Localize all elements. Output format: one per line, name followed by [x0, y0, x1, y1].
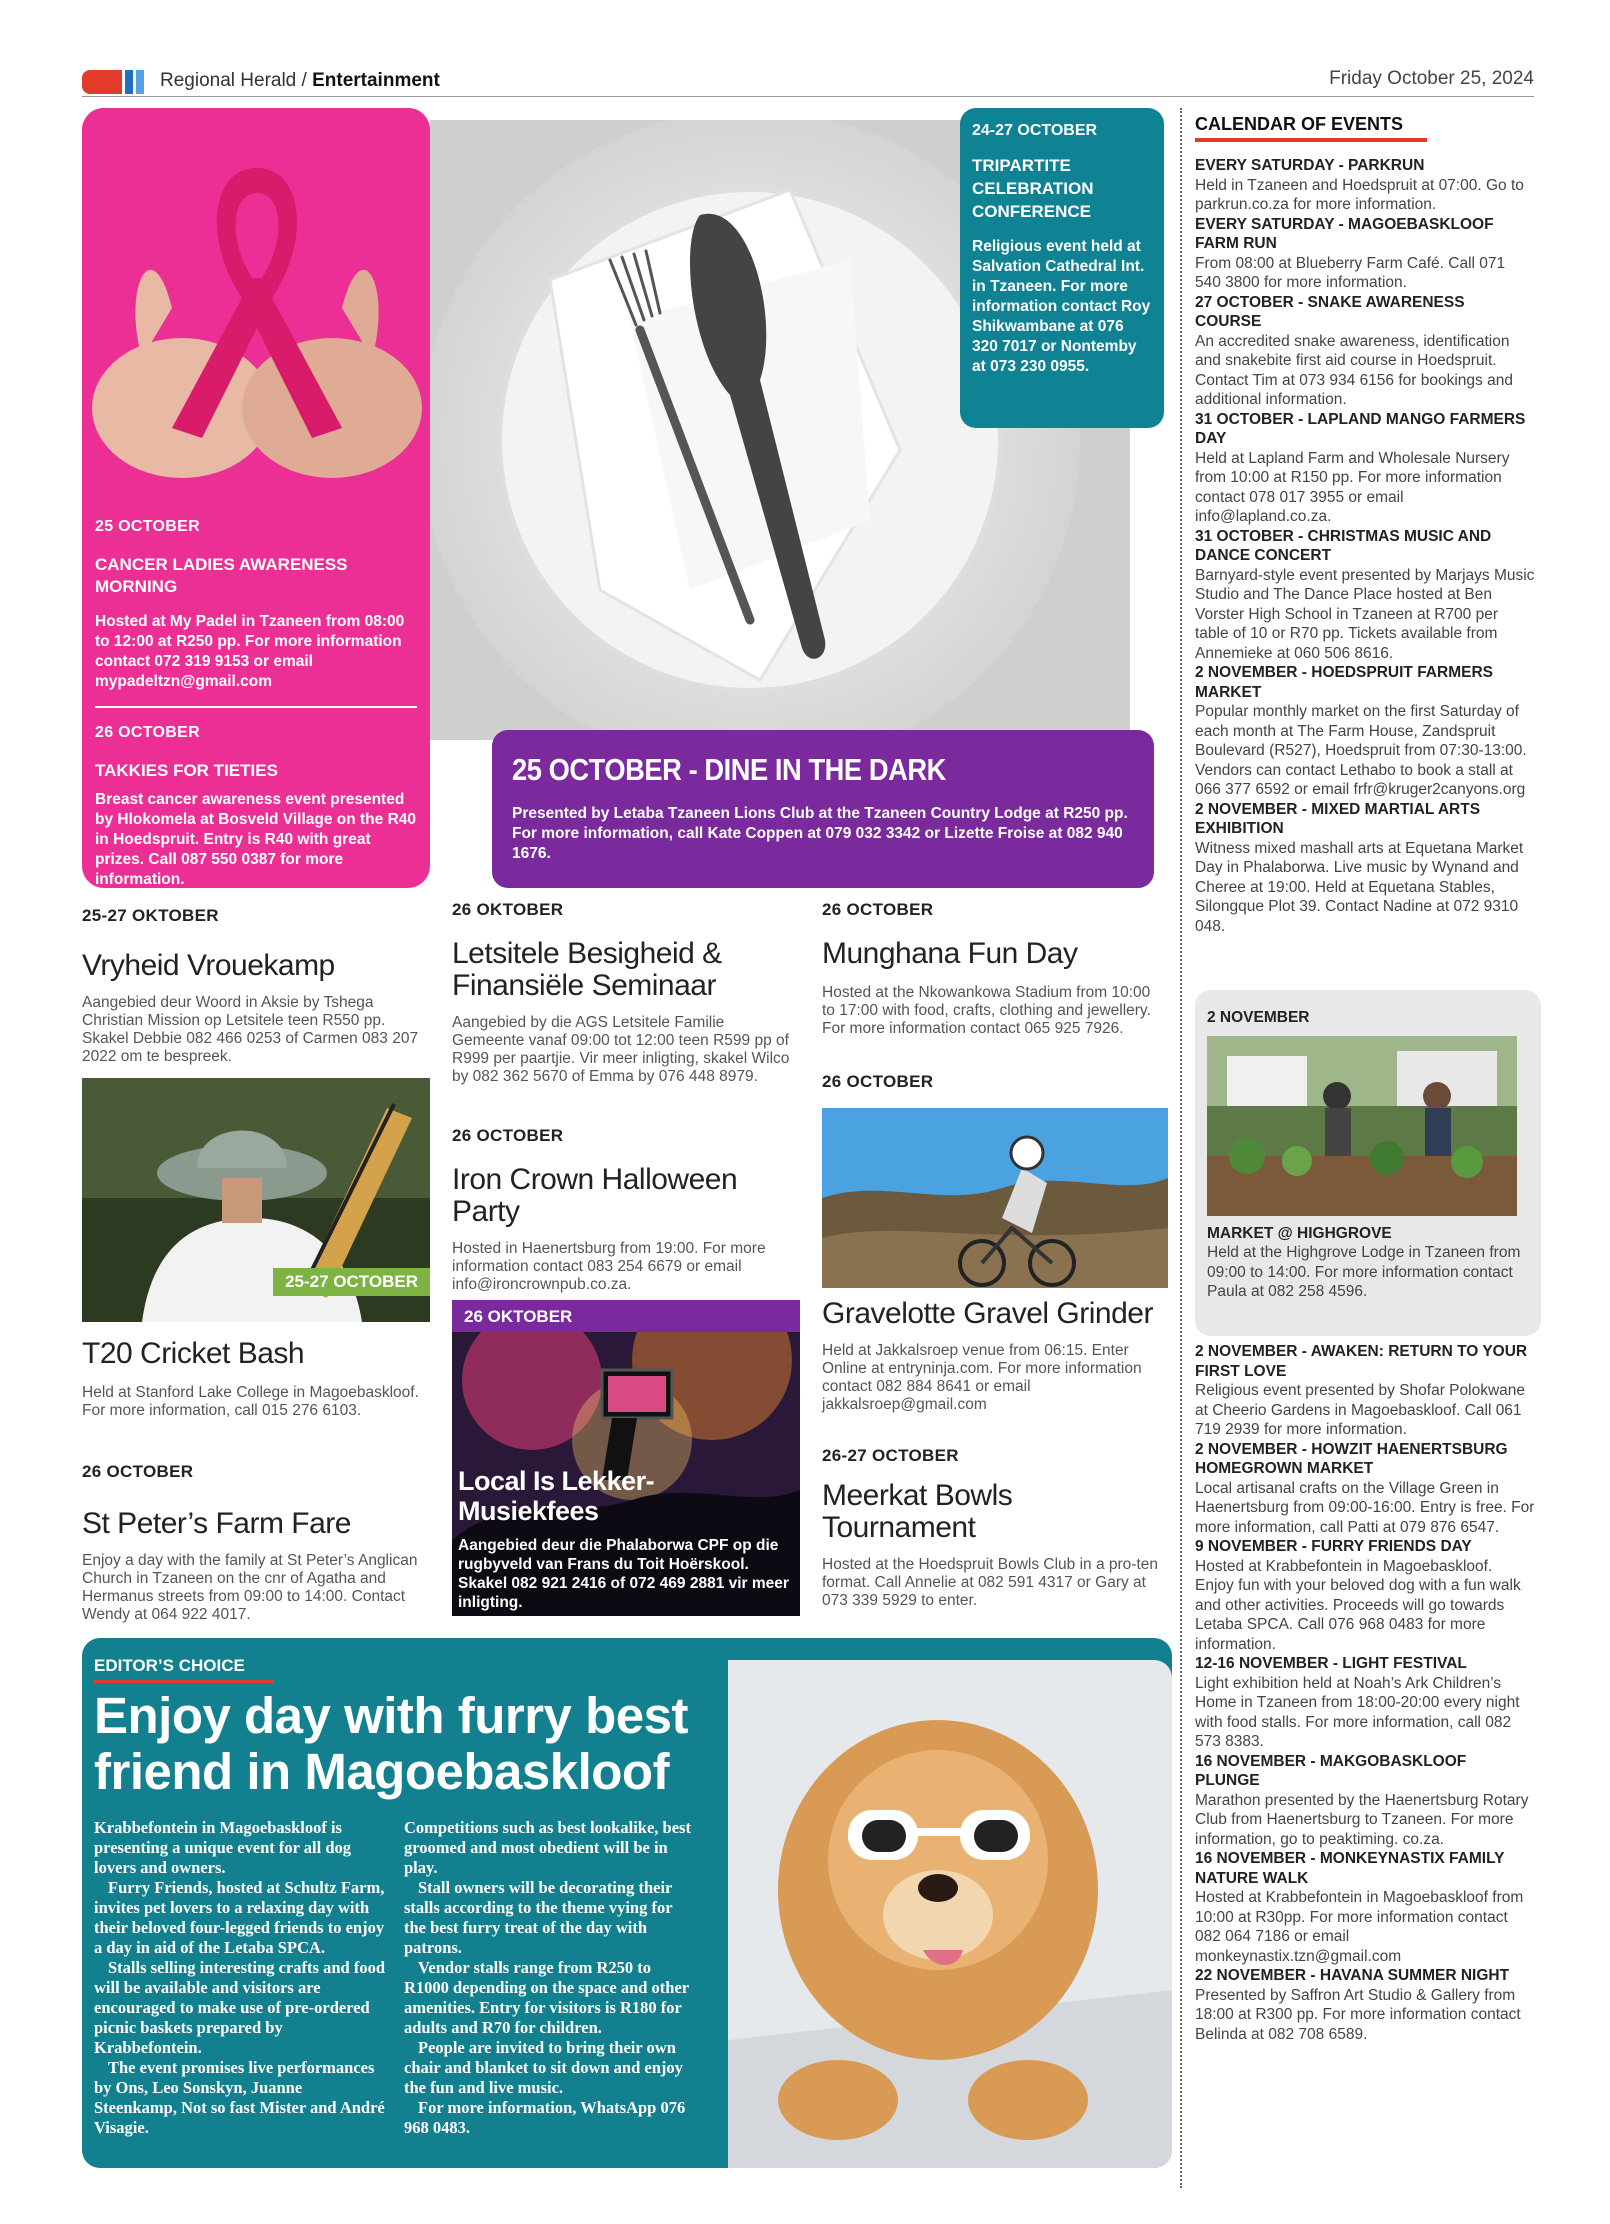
calendar-item-body: Held in Tzaneen and Hoedspruit at 07:00. Go to parkrun.co.za for more information. — [1195, 176, 1524, 213]
calendar-item-title: EVERY SATURDAY - PARKRUN — [1195, 157, 1425, 174]
calendar-item-title: 31 OCTOBER - CHRISTMAS MUSIC AND DANCE CONCERT — [1195, 527, 1492, 564]
section-name: Entertainment — [312, 70, 440, 91]
calendar-item-body: Barnyard-style event presented by Marjays Music Studio and The Dance Place hosted at Ben Vorster High School in Tzaneen at R700 per table of 10 or R70 pp. Tickets available from Annemieke at 060 506 8616. — [1195, 566, 1535, 662]
pink-divider — [95, 706, 417, 708]
pink-events-box — [82, 108, 430, 888]
column-divider — [1180, 108, 1182, 2188]
purple-event-body: Presented by Letaba Tzaneen Lions Club at the Tzaneen Country Lodge at R250 pp. For more information, call Kate Coppen at 079 032 3342 or Lizette Froise at 082 940 1676. — [512, 805, 1128, 862]
event-title: Vryheid Vrouekamp — [82, 949, 335, 982]
calendar-heading-rule — [1195, 138, 1427, 142]
calendar-item-title: 22 NOVEMBER - HAVANA SUMMER NIGHT — [1195, 1967, 1510, 1984]
calendar-item — [1195, 293, 1535, 410]
calendar-list-bottom — [1195, 1342, 1535, 2044]
editors-choice-rule — [94, 1680, 274, 1683]
event-title-line1: Letsitele Besigheid & — [452, 937, 722, 970]
event-cricket — [82, 1338, 427, 1420]
teal-event-body: Religious event held at Salvation Cathedral Int. in Tzaneen. For more information contact Roy Shikwambane at 076 320 7017 or Nontemby at 073 230 0955. — [972, 238, 1151, 375]
market-body: Held at the Highgrove Lodge in Tzaneen from 09:00 to 14:00. For more information contact Paula at 082 258 4596. — [1207, 1244, 1521, 1300]
calendar-item — [1195, 1966, 1535, 2044]
calendar-item-body: Religious event presented by Shofar Polokwane at Cheerio Gardens in Magoebaskloof. Call 061 719 2939 for more information. — [1195, 1382, 1526, 1438]
article-column-1 — [94, 1818, 388, 2138]
article-paragraph: Competitions such as best lookalike, best groomed and most obedient will be in play. — [404, 1818, 691, 1877]
event-body: Hosted at the Nkowankowa Stadium from 10:00 to 17:00 with food, crafts, clothing and jewellery. For more information contact 065 925 7926. — [822, 984, 1151, 1037]
event-title-line1: Iron Crown Halloween — [452, 1163, 738, 1196]
calendar-item-title: 12-16 NOVEMBER - LIGHT FESTIVAL — [1195, 1655, 1467, 1672]
article-paragraph: Krabbefontein in Magoebaskloof is presenting a unique event for all dog lovers and owners. — [94, 1818, 351, 1877]
market-title: MARKET @ HIGHGROVE — [1207, 1224, 1392, 1242]
event-title-line2: Party — [452, 1195, 520, 1228]
calendar-item — [1195, 1849, 1535, 1966]
teal-event-date: 24-27 OCTOBER — [972, 122, 1098, 139]
article-paragraph: For more information, WhatsApp 076 968 0483. — [404, 2098, 686, 2137]
event-body: Aangebied deur Woord in Aksie by Tshega Christian Mission op Letsitele teen R550 pp. Skakel Debbie 082 466 0253 of Carmen 083 207 2022 om te bespreek. — [82, 994, 419, 1065]
editors-choice-headline: Enjoy day with furry best friend in Magoebaskloof — [94, 1687, 688, 1800]
calendar-item-body: Presented by Saffron Art Studio & Gallery from 18:00 at R300 pp. For more information contact Belinda at 082 708 6589. — [1195, 1986, 1521, 2043]
event-title-line2: Musiekfees — [458, 1496, 599, 1526]
event-seminaar — [452, 900, 792, 1086]
article-paragraph: Stall owners will be decorating their stalls according to the theme vying for the best furry treat of the day with patrons. — [404, 1878, 673, 1957]
calendar-item-body: Marathon presented by the Haenertsburg Rotary Club from Haenertsburg to Tzaneen. For more information, go to peaktiming. co.za. — [1195, 1791, 1529, 1848]
ribbon-photo — [82, 108, 430, 508]
issue-date: Friday October 25, 2024 — [1329, 68, 1534, 89]
calendar-item — [1195, 1654, 1535, 1752]
event-halloween — [452, 1126, 792, 1294]
event-date: 26 OCTOBER — [822, 900, 934, 919]
calendar-item — [1195, 410, 1535, 527]
editors-choice-tag: EDITOR’S CHOICE — [94, 1656, 245, 1675]
calendar-item-title: 16 NOVEMBER - MAKGOBASKLOOF PLUNGE — [1195, 1752, 1467, 1789]
event-date: 26 OCTOBER — [452, 1126, 564, 1145]
calendar-item-title: 2 NOVEMBER - HOEDSPRUIT FARMERS MARKET — [1195, 664, 1493, 701]
event-date: 26 OCTOBER — [82, 1462, 194, 1481]
calendar-item-body: An accredited snake awareness, identification and snakebite first aid course in Hoedspruit. Contact Tim at 073 934 6156 for bookings and additional information. — [1195, 332, 1513, 408]
event-title-line2: Tournament — [822, 1511, 976, 1544]
calendar-item-body: Witness mixed mashall arts at Equetana Market Day in Phalaborwa. Live music by Wynand and Cheree at 19:00. Held at Equetana Stables, Silongque Plot 39. Contact Nadine at 072 9310 048. — [1195, 839, 1524, 935]
market-date: 2 NOVEMBER — [1207, 1009, 1310, 1026]
calendar-item-title: EVERY SATURDAY - MAGOEBASKLOOF FARM RUN — [1195, 215, 1494, 252]
calendar-item — [1195, 1440, 1535, 1538]
calendar-item-title: 2 NOVEMBER - HOWZIT HAENERTSBURG HOMEGROWN MARKET — [1195, 1440, 1508, 1477]
event-title-line1: Meerkat Bowls — [822, 1479, 1013, 1512]
event-funday — [822, 900, 1167, 1038]
event-title-line1: Local Is Lekker- — [458, 1466, 655, 1496]
teal-event-box — [960, 108, 1164, 428]
calendar-item-title: 2 NOVEMBER - AWAKEN: RETURN TO YOUR FIRST LOVE — [1195, 1343, 1528, 1380]
calendar-item-title: 31 OCTOBER - LAPLAND MANGO FARMERS DAY — [1195, 410, 1526, 447]
header-rule — [82, 96, 1534, 97]
calendar-item-body: Popular monthly market on the first Saturday of each month at The Farm House, Zandspruit Boulevard (R527), Hoedspruit from 07:30-13:00. Vendors can contact Lethabo to book a stall at 066 377 6592 or email frfr@kruger2canyons.org — [1195, 703, 1527, 798]
event-title: St Peter’s Farm Fare — [82, 1507, 351, 1540]
calendar-item-body: Local artisanal crafts on the Village Green in Haenertsburg from 09:00-16:00. Entry is free. For more information, call Patti at 079 876 6547. — [1195, 1479, 1535, 1536]
calendar-item — [1195, 1537, 1535, 1654]
event-title: T20 Cricket Bash — [82, 1337, 305, 1370]
calendar-item-body: Light exhibition held at Noah’s Ark Children’s Home in Tzaneen from 18:00-20:00 every night with food stalls. For more information, call 082 573 8383. — [1195, 1674, 1520, 1750]
calendar-item-title: 9 NOVEMBER - FURRY FRIENDS DAY — [1195, 1538, 1472, 1555]
event-date: 26 OKTOBER — [452, 900, 564, 919]
event-bowls — [822, 1446, 1167, 1610]
calendar-item — [1195, 1342, 1535, 1440]
pink-event-1-title: CANCER LADIES AWARENESS MORNING — [95, 555, 348, 596]
pink-event-2-title: TAKKIES FOR TIETIES — [95, 761, 278, 780]
market-photo — [1207, 1036, 1517, 1216]
calendar-heading: CALENDAR OF EVENTS — [1195, 114, 1404, 134]
pink-event-2-body: Breast cancer awareness event presented by Hlokomela at Bosveld Village on the R40 in Hoedspruit. Entry is R40 with great prizes. Call 087 550 0387 for more information. — [95, 791, 417, 888]
calendar-item — [1195, 663, 1535, 800]
calendar-item-title: 2 NOVEMBER - MIXED MARTIAL ARTS EXHIBITION — [1195, 800, 1481, 837]
masthead-color-blocks — [82, 70, 144, 94]
event-body: Held at Jakkalsroep venue from 06:15. Enter Online at entryninja.com. For more information contact 082 884 8641 or email jakkalsroep@gmail.com — [822, 1342, 1142, 1413]
event-vrouekamp — [82, 906, 427, 1066]
article-column-2 — [404, 1818, 698, 2138]
purple-event-box — [492, 730, 1154, 888]
calendar-item-body: Hosted at Krabbefontein in Magoebaskloof. Enjoy fun with your beloved dog with a fun walk and other activities. Proceeds will go towards Letaba SPCA. Call 076 968 0483 for more information. — [1195, 1557, 1521, 1653]
calendar-item — [1195, 1752, 1535, 1850]
event-body: Hosted in Haenertsburg from 19:00. For more information contact 083 254 6679 or email info@ironcrownpub.co.za. — [452, 1240, 766, 1293]
teal-event-title: TRIPARTITE CELEBRATION CONFERENCE — [972, 156, 1094, 221]
event-title: Gravelotte Gravel Grinder — [822, 1297, 1153, 1330]
event-body: Hosted at the Hoedspruit Bowls Club in a pro-ten format. Call Annelie at 082 591 4317 or Gary at 073 339 5929 to enter. — [822, 1556, 1159, 1609]
dog-photo — [728, 1660, 1172, 2168]
calendar-item-body: Held at Lapland Farm and Wholesale Nursery from 10:00 at R150 pp. For more information contact 078 017 3955 or email info@lapland.co.za. — [1195, 449, 1510, 525]
calendar-item-body: From 08:00 at Blueberry Farm Café. Call 071 540 3800 for more information. — [1195, 254, 1506, 291]
calendar-item — [1195, 527, 1535, 664]
calendar-item-title: 27 OCTOBER - SNAKE AWARENESS COURSE — [1195, 293, 1465, 330]
cyclist-photo — [822, 1108, 1168, 1288]
calendar-item-body: Hosted at Krabbefontein in Magoebaskloof from 10:00 at R30pp. For more information contact 082 064 7186 or email monkeynastix.tzn@gmail.com — [1195, 1889, 1524, 1965]
calendar-item — [1195, 215, 1535, 293]
event-gravel — [822, 1298, 1167, 1414]
event-body: Held at Stanford Lake College in Magoebaskloof. For more information, call 015 276 6103. — [82, 1384, 419, 1419]
musiekfees-box — [452, 1300, 800, 1616]
calendar-item — [1195, 156, 1535, 215]
article-paragraph: Vendor stalls range from R250 to R1000 depending on the space and other amenities. Entry for visitors is R180 for adults and R70 for children. — [404, 1958, 689, 2037]
article-paragraph: People are invited to bring their own chair and blanket to sit down and enjoy the fun and live music. — [404, 2038, 683, 2097]
section-label: Regional Herald / Entertainment — [160, 70, 440, 91]
event-date: 25-27 OKTOBER — [82, 906, 219, 925]
article-paragraph: Stalls selling interesting crafts and food will be available and visitors are encouraged to make use of pre-ordered picnic baskets prepared by Krabbefontein. — [94, 1958, 385, 2057]
event-date: 26-27 OCTOBER — [822, 1446, 959, 1465]
event-body: Enjoy a day with the family at St Peter’s Anglican Church in Tzaneen on the cnr of Agatha and Hermanus streets from 09:00 to 14:00. Contact Wendy at 064 922 4017. — [82, 1552, 418, 1623]
publication-name: Regional Herald — [160, 70, 297, 91]
event-date: 26 OKTOBER — [464, 1307, 573, 1326]
event-body: Aangebied deur die Phalaborwa CPF op die rugbyveld van Frans du Toit Hoërskool. Skakel 082 921 2416 of 072 469 2881 vir meer inligting. — [458, 1537, 789, 1611]
market-box — [1195, 990, 1541, 1336]
cricket-photo — [82, 1078, 430, 1322]
pink-event-1-date: 25 OCTOBER — [95, 518, 200, 535]
calendar-item — [1195, 800, 1535, 937]
purple-event-title: 25 OCTOBER - DINE IN THE DARK — [512, 752, 946, 787]
event-body: Aangebied by die AGS Letsitele Familie Gemeente vanaf 09:00 tot 12:00 teen R599 pp of R999 per paartjie. Vir meer inligting, skakel Wilco by 082 362 5670 of Emma by 076 448 8979. — [452, 1014, 790, 1085]
calendar-list-top — [1195, 156, 1535, 936]
event-farmfare — [82, 1462, 427, 1624]
pink-event-2-date: 26 OCTOBER — [95, 724, 200, 741]
article-paragraph: Furry Friends, hosted at Schultz Farm, invites pet lovers to a relaxing day with their beloved four-legged friends to enjoy a day in aid of the Letaba SPCA. — [94, 1878, 385, 1957]
event-title: Munghana Fun Day — [822, 937, 1078, 970]
musiekfees-text — [458, 1466, 794, 1612]
article-paragraph: The event promises live performances by Ons, Leo Sonskyn, Juanne Steenkamp, Not so fast Mister and André Visagie. — [94, 2058, 385, 2137]
calendar-item-title: 16 NOVEMBER - MONKEYNASTIX FAMILY NATURE WALK — [1195, 1850, 1505, 1887]
pink-event-1-body: Hosted at My Padel in Tzaneen from 08:00 to 12:00 at R250 pp. For more information contact 072 319 9153 or email mypadeltzn@gmail.com — [95, 613, 405, 690]
gravel-date: 26 OCTOBER — [822, 1072, 934, 1091]
cricket-date-badge: 25-27 OCTOBER — [273, 1268, 430, 1296]
event-title-line2: Finansiële Seminaar — [452, 969, 716, 1002]
